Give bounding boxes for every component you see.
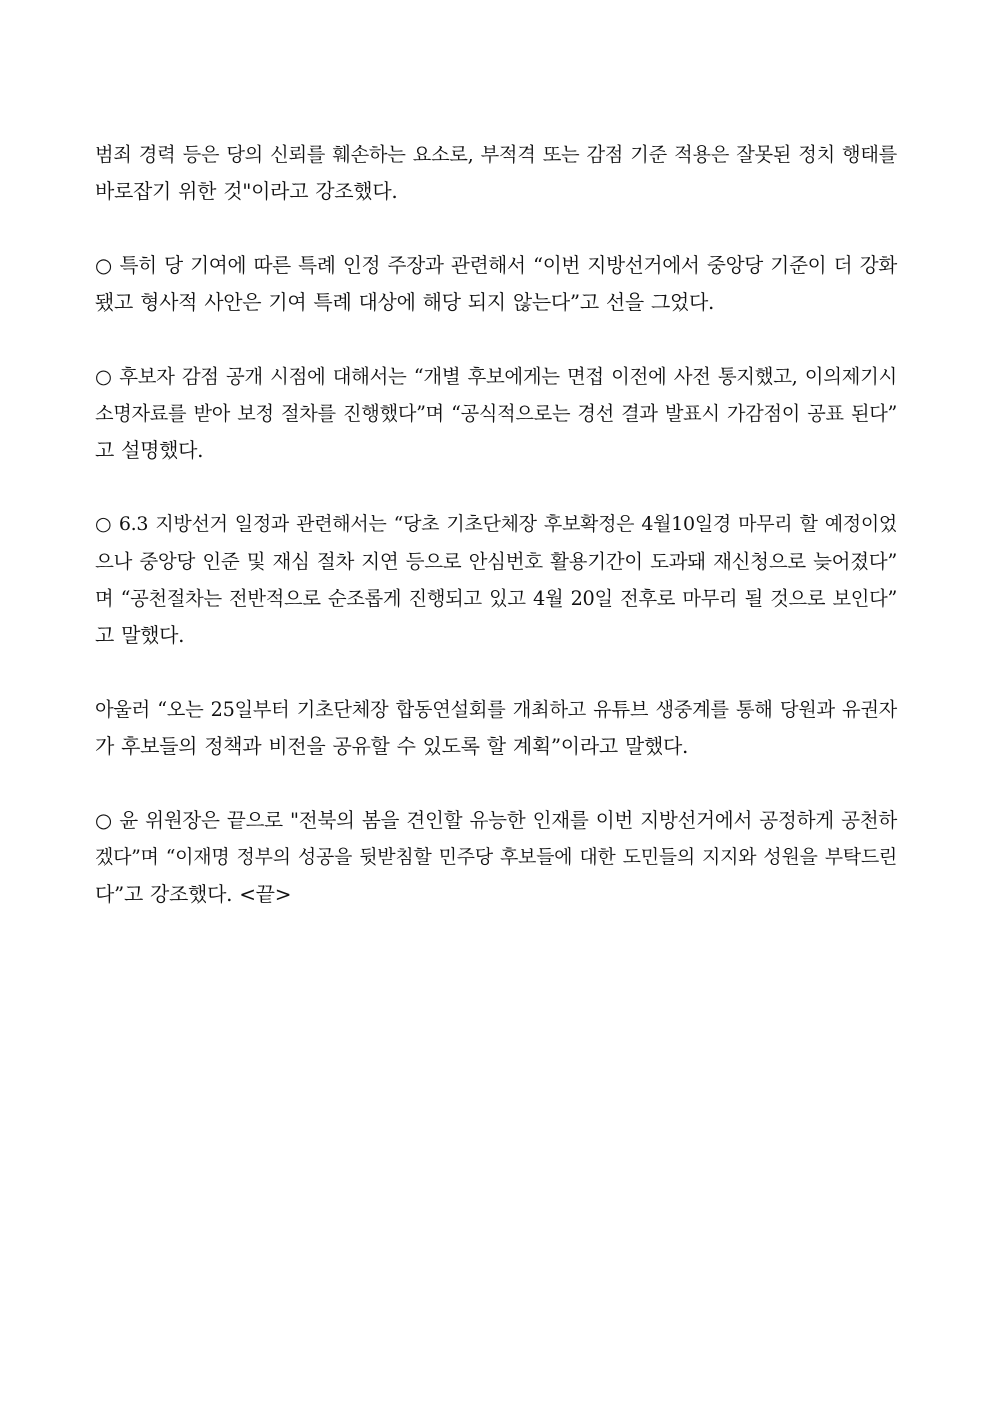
text-line: ○ 윤 위원장은 끝으로 "전북의 봄을 견인할 유능한 인재를 이번 지방선거에서 공정하게 공천하 <box>95 809 897 832</box>
text-line: 가 후보들의 정책과 비전을 공유할 수 있도록 할 계획”이라고 말했다. <box>95 734 689 758</box>
text-line: 고 말했다. <box>95 623 185 647</box>
text-line: 소명자료를 받아 보정 절차를 진행했다”며 “공식적으로는 경선 결과 발표시 가감점이 공표 된다” <box>95 402 897 425</box>
text-line: 바로잡기 위한 것"이라고 강조했다. <box>95 179 398 203</box>
text-line: ○ 특히 당 기여에 따른 특례 인정 주장과 관련해서 “이번 지방선거에서 중앙당 기준이 더 강화 <box>95 254 897 277</box>
text-line: 아울러 “오는 25일부터 기초단체장 합동연설회를 개최하고 유튜브 생중계를 통해 당원과 유권자 <box>95 698 897 721</box>
text-line: 됐고 형사적 사안은 기여 특례 대상에 해당 되지 않는다”고 선을 그었다. <box>95 290 715 314</box>
text-line: 범죄 경력 등은 당의 신뢰를 훼손하는 요소로, 부적격 또는 감점 기준 적용은 잘못된 정치 행태를 <box>95 143 897 166</box>
text-line: 다”고 강조했다. <끝> <box>95 882 292 906</box>
text-line: 며 “공천절차는 전반적으로 순조롭게 진행되고 있고 4월 20일 전후로 마무리 될 것으로 보인다” <box>95 587 897 610</box>
text-line: ○ 후보자 감점 공개 시점에 대해서는 “개별 후보에게는 면접 이전에 사전 통지했고, 이의제기시 <box>95 365 897 388</box>
text-line: ○ 6.3 지방선거 일정과 관련해서는 “당초 기초단체장 후보확정은 4월10일경 마무리 할 예정이었 <box>95 513 897 535</box>
text-line: 겠다”며 “이재명 정부의 성공을 뒷받침할 민주당 후보들에 대한 도민들의 지지와 성원을 부탁드린 <box>95 846 897 868</box>
paragraph-5 <box>95 691 897 765</box>
paragraph-4 <box>95 506 897 654</box>
paragraph-1 <box>95 136 897 210</box>
paragraph-3 <box>95 358 897 469</box>
text-line: 고 설명했다. <box>95 438 204 462</box>
document-body <box>95 136 897 950</box>
paragraph-6 <box>95 802 897 913</box>
paragraph-2 <box>95 247 897 321</box>
text-line: 으나 중앙당 인준 및 재심 절차 지연 등으로 안심번호 활용기간이 도과돼 재신청으로 늦어졌다” <box>95 550 897 573</box>
